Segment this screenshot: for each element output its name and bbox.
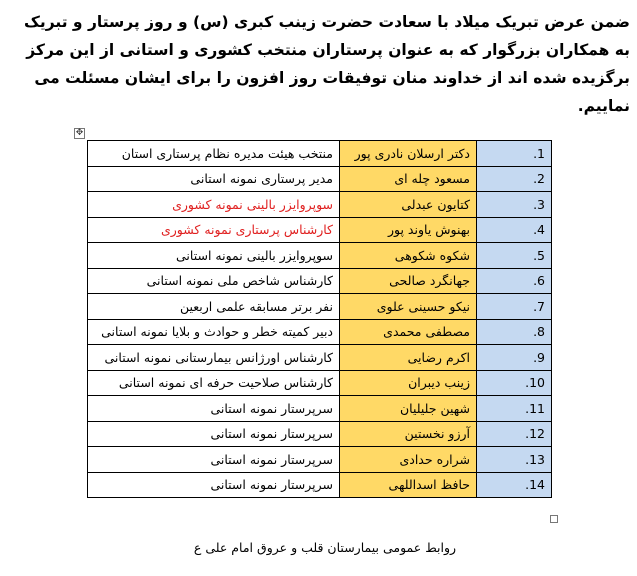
honoree-name: کتایون عبدلی	[340, 192, 477, 218]
row-number: 1.	[477, 141, 552, 167]
row-number: 9.	[477, 345, 552, 371]
honoree-name: آرزو نخستین	[340, 421, 477, 447]
honoree-name: مصطفی محمدی	[340, 319, 477, 345]
honoree-name: حافظ اسداللهی	[340, 472, 477, 498]
honoree-title: سوپروایزر بالینی نمونه استانی	[88, 243, 340, 269]
row-number: 7.	[477, 294, 552, 320]
table-row	[88, 370, 552, 396]
row-number: 8.	[477, 319, 552, 345]
honoree-name: دکتر ارسلان نادری پور	[340, 141, 477, 167]
table-row	[88, 217, 552, 243]
honoree-title: کارشناس اورژانس بیمارستانی نمونه استانی	[88, 345, 340, 371]
row-number: 10.	[477, 370, 552, 396]
honoree-title: نفر برتر مسابقه علمی اربعین	[88, 294, 340, 320]
honorees-table	[87, 140, 552, 498]
table-row	[88, 472, 552, 498]
table-row	[88, 243, 552, 269]
table-row	[88, 447, 552, 473]
row-number: 11.	[477, 396, 552, 422]
honoree-title: سرپرستار نمونه استانی	[88, 447, 340, 473]
honoree-name: نیکو حسینی علوی	[340, 294, 477, 320]
table-row	[88, 166, 552, 192]
row-number: 5.	[477, 243, 552, 269]
honoree-name: زینب دیبران	[340, 370, 477, 396]
table-resize-handle[interactable]	[550, 515, 558, 523]
table-row	[88, 192, 552, 218]
footer-signature: روابط عمومی بیمارستان قلب و عروق امام علی ع	[193, 540, 457, 555]
table-row	[88, 345, 552, 371]
row-number: 2.	[477, 166, 552, 192]
honoree-title: سرپرستار نمونه استانی	[88, 421, 340, 447]
honoree-name: اکرم رضایی	[340, 345, 477, 371]
honoree-name: جهانگرد صالحی	[340, 268, 477, 294]
honoree-title: مدیر پرستاری نمونه استانی	[88, 166, 340, 192]
honoree-title: کارشناس صلاحیت حرفه ای نمونه استانی	[88, 370, 340, 396]
honoree-title: سوپروایزر بالینی نمونه کشوری	[88, 192, 340, 218]
row-number: 3.	[477, 192, 552, 218]
table-row	[88, 141, 552, 167]
announcement-headline: ضمن عرض تبریک میلاد با سعادت حضرت زینب کبری (س) و روز پرستار و تبریک به همکاران بزرگوار که به عنوان پرستاران منتخب کشوری و استانی از این مرکز برگزیده شده اند از خداوند منان توفیقات روز افزون را برای ایشان مسئلت می نماییم.	[24, 13, 630, 115]
table-row	[88, 294, 552, 320]
honoree-title: سرپرستار نمونه استانی	[88, 396, 340, 422]
row-number: 12.	[477, 421, 552, 447]
table-row	[88, 396, 552, 422]
honoree-title: منتخب هیئت مدیره نظام پرستاری استان	[88, 141, 340, 167]
table-row	[88, 319, 552, 345]
honoree-name: مسعود چله ای	[340, 166, 477, 192]
honoree-title: کارشناس پرستاری نمونه کشوری	[88, 217, 340, 243]
move-arrows-icon[interactable]: ✥	[75, 128, 84, 138]
honoree-name: شهین جلیلیان	[340, 396, 477, 422]
honoree-name: شکوه شکوهی	[340, 243, 477, 269]
honoree-title: دبیر کمیته خطر و حوادث و بلایا نمونه استانی	[88, 319, 340, 345]
honoree-title: کارشناس شاخص ملی نمونه استانی	[88, 268, 340, 294]
table-row	[88, 268, 552, 294]
table-row	[88, 421, 552, 447]
honoree-title: سرپرستار نمونه استانی	[88, 472, 340, 498]
honoree-name: بهنوش یاوند پور	[340, 217, 477, 243]
row-number: 6.	[477, 268, 552, 294]
honoree-name: شراره حدادی	[340, 447, 477, 473]
row-number: 14.	[477, 472, 552, 498]
row-number: 4.	[477, 217, 552, 243]
row-number: 13.	[477, 447, 552, 473]
